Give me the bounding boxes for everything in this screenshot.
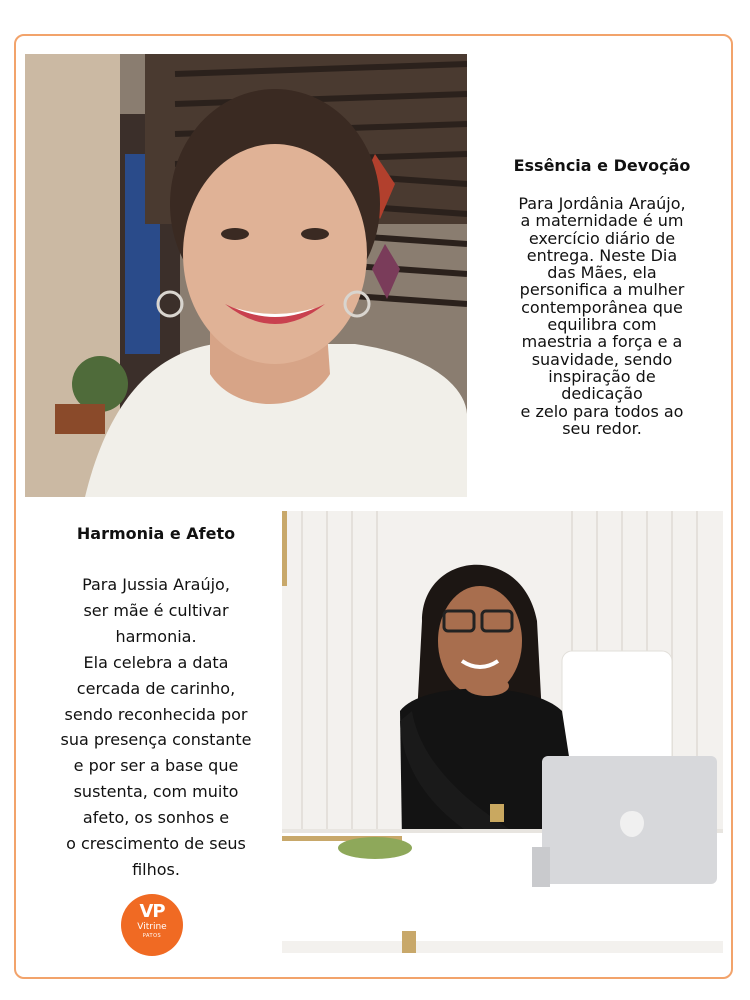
logo-city: PATOS: [142, 933, 162, 939]
section-essencia: [496, 155, 708, 437]
logo-mark: VP: [139, 901, 165, 922]
photo-jordania-image: [25, 54, 467, 497]
section-essencia-heading: Essência e Devoção: [513, 156, 691, 175]
section-essencia-body: Para Jordânia Araújo, a maternidade é um exercício diário de entrega. Neste Dia das Mães, ela personifica a mulher contemporânea que equilibra com maestria a força e a suavidade, sendo inspiração de dedicação e zelo para todos ao seu redor.: [518, 194, 686, 438]
vitrine-patos-logo: [121, 894, 183, 956]
photo-jussia: [282, 511, 723, 953]
section-harmonia-body: Para Jussia Araújo, ser mãe é cultivar harmonia. Ela celebra a data cercada de carinho, sendo reconhecida por sua presença constante e por ser a base que sustenta, com muito afeto, os sonhos e o crescimento de seus filhos.: [60, 575, 252, 879]
logo-name: Vitrine: [137, 922, 167, 932]
section-harmonia: [42, 523, 270, 883]
section-harmonia-heading: Harmonia e Afeto: [76, 524, 236, 543]
photo-jussia-image: [282, 511, 723, 953]
photo-jordania: [25, 54, 467, 497]
